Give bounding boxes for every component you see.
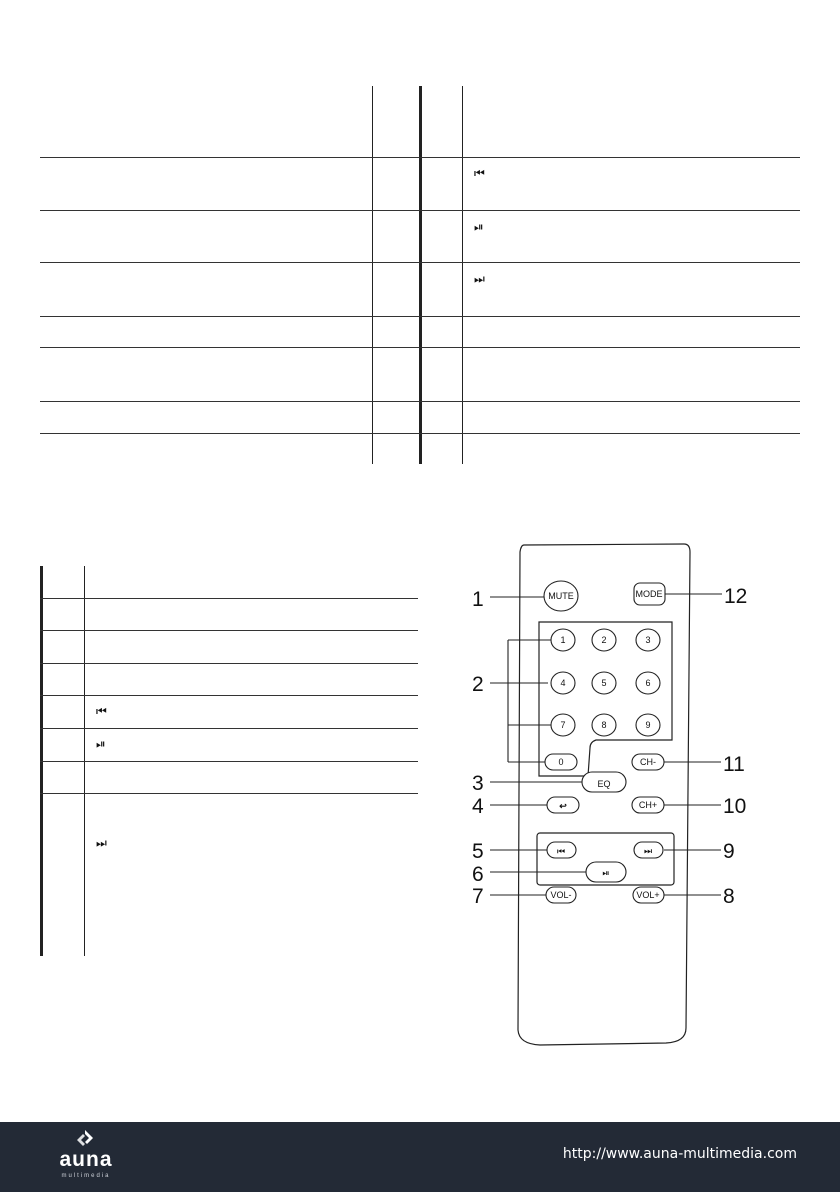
callout-12: 12	[724, 585, 748, 608]
callout-1: 1	[472, 588, 484, 611]
play-pause-icon: ⏯	[96, 737, 104, 751]
callout-7: 7	[472, 885, 484, 908]
callout-9: 9	[723, 840, 735, 863]
callout-5: 5	[472, 840, 484, 863]
number-4-label: 4	[560, 678, 566, 688]
ch-minus-label: CH-	[640, 757, 656, 767]
prev-icon: ⏮	[556, 846, 566, 856]
number-0-label: 0	[558, 757, 564, 767]
callout-10: 10	[723, 795, 747, 818]
footer-bar	[0, 1122, 840, 1192]
next-track-icon: ⏭	[474, 272, 483, 286]
eq-label: EQ	[597, 779, 611, 789]
number-6-label: 6	[645, 678, 651, 688]
play-pause-icon: ⏯	[474, 220, 482, 234]
number-5-label: 5	[601, 678, 607, 688]
mute-label: MUTE	[548, 591, 574, 601]
auna-logo	[46, 1128, 126, 1184]
website-url[interactable]: http://www.auna-multimedia.com	[562, 1146, 797, 1162]
prev-track-icon: ⏮	[96, 704, 105, 718]
callout-8: 8	[723, 885, 735, 908]
number-3-label: 3	[645, 635, 651, 645]
vol-minus-label: VOL-	[550, 890, 572, 900]
next-icon: ⏭	[643, 846, 653, 856]
callout-4: 4	[472, 795, 484, 818]
number-7-label: 7	[560, 720, 566, 730]
ch-plus-label: CH+	[638, 800, 658, 810]
auna-logo-icon	[74, 1128, 96, 1150]
logo-wordmark: auna	[59, 1148, 113, 1171]
callout-3: 3	[472, 772, 484, 795]
callout-11: 11	[723, 753, 745, 776]
next-track-icon: ⏭	[96, 836, 105, 850]
callout-2: 2	[472, 673, 484, 696]
number-8-label: 8	[601, 720, 607, 730]
remote-body	[518, 544, 690, 1045]
back-icon: ↩	[559, 801, 567, 811]
number-9-label: 9	[645, 720, 651, 730]
prev-track-icon: ⏮	[474, 166, 483, 180]
callout-6: 6	[472, 863, 484, 886]
vol-plus-label: VOL+	[636, 890, 660, 900]
logo-subtitle: multimedia	[61, 1173, 111, 1179]
mode-label: MODE	[635, 589, 663, 599]
play-pause-icon: ⏯	[602, 868, 610, 878]
number-2-label: 2	[601, 635, 607, 645]
number-1-label: 1	[560, 635, 566, 645]
